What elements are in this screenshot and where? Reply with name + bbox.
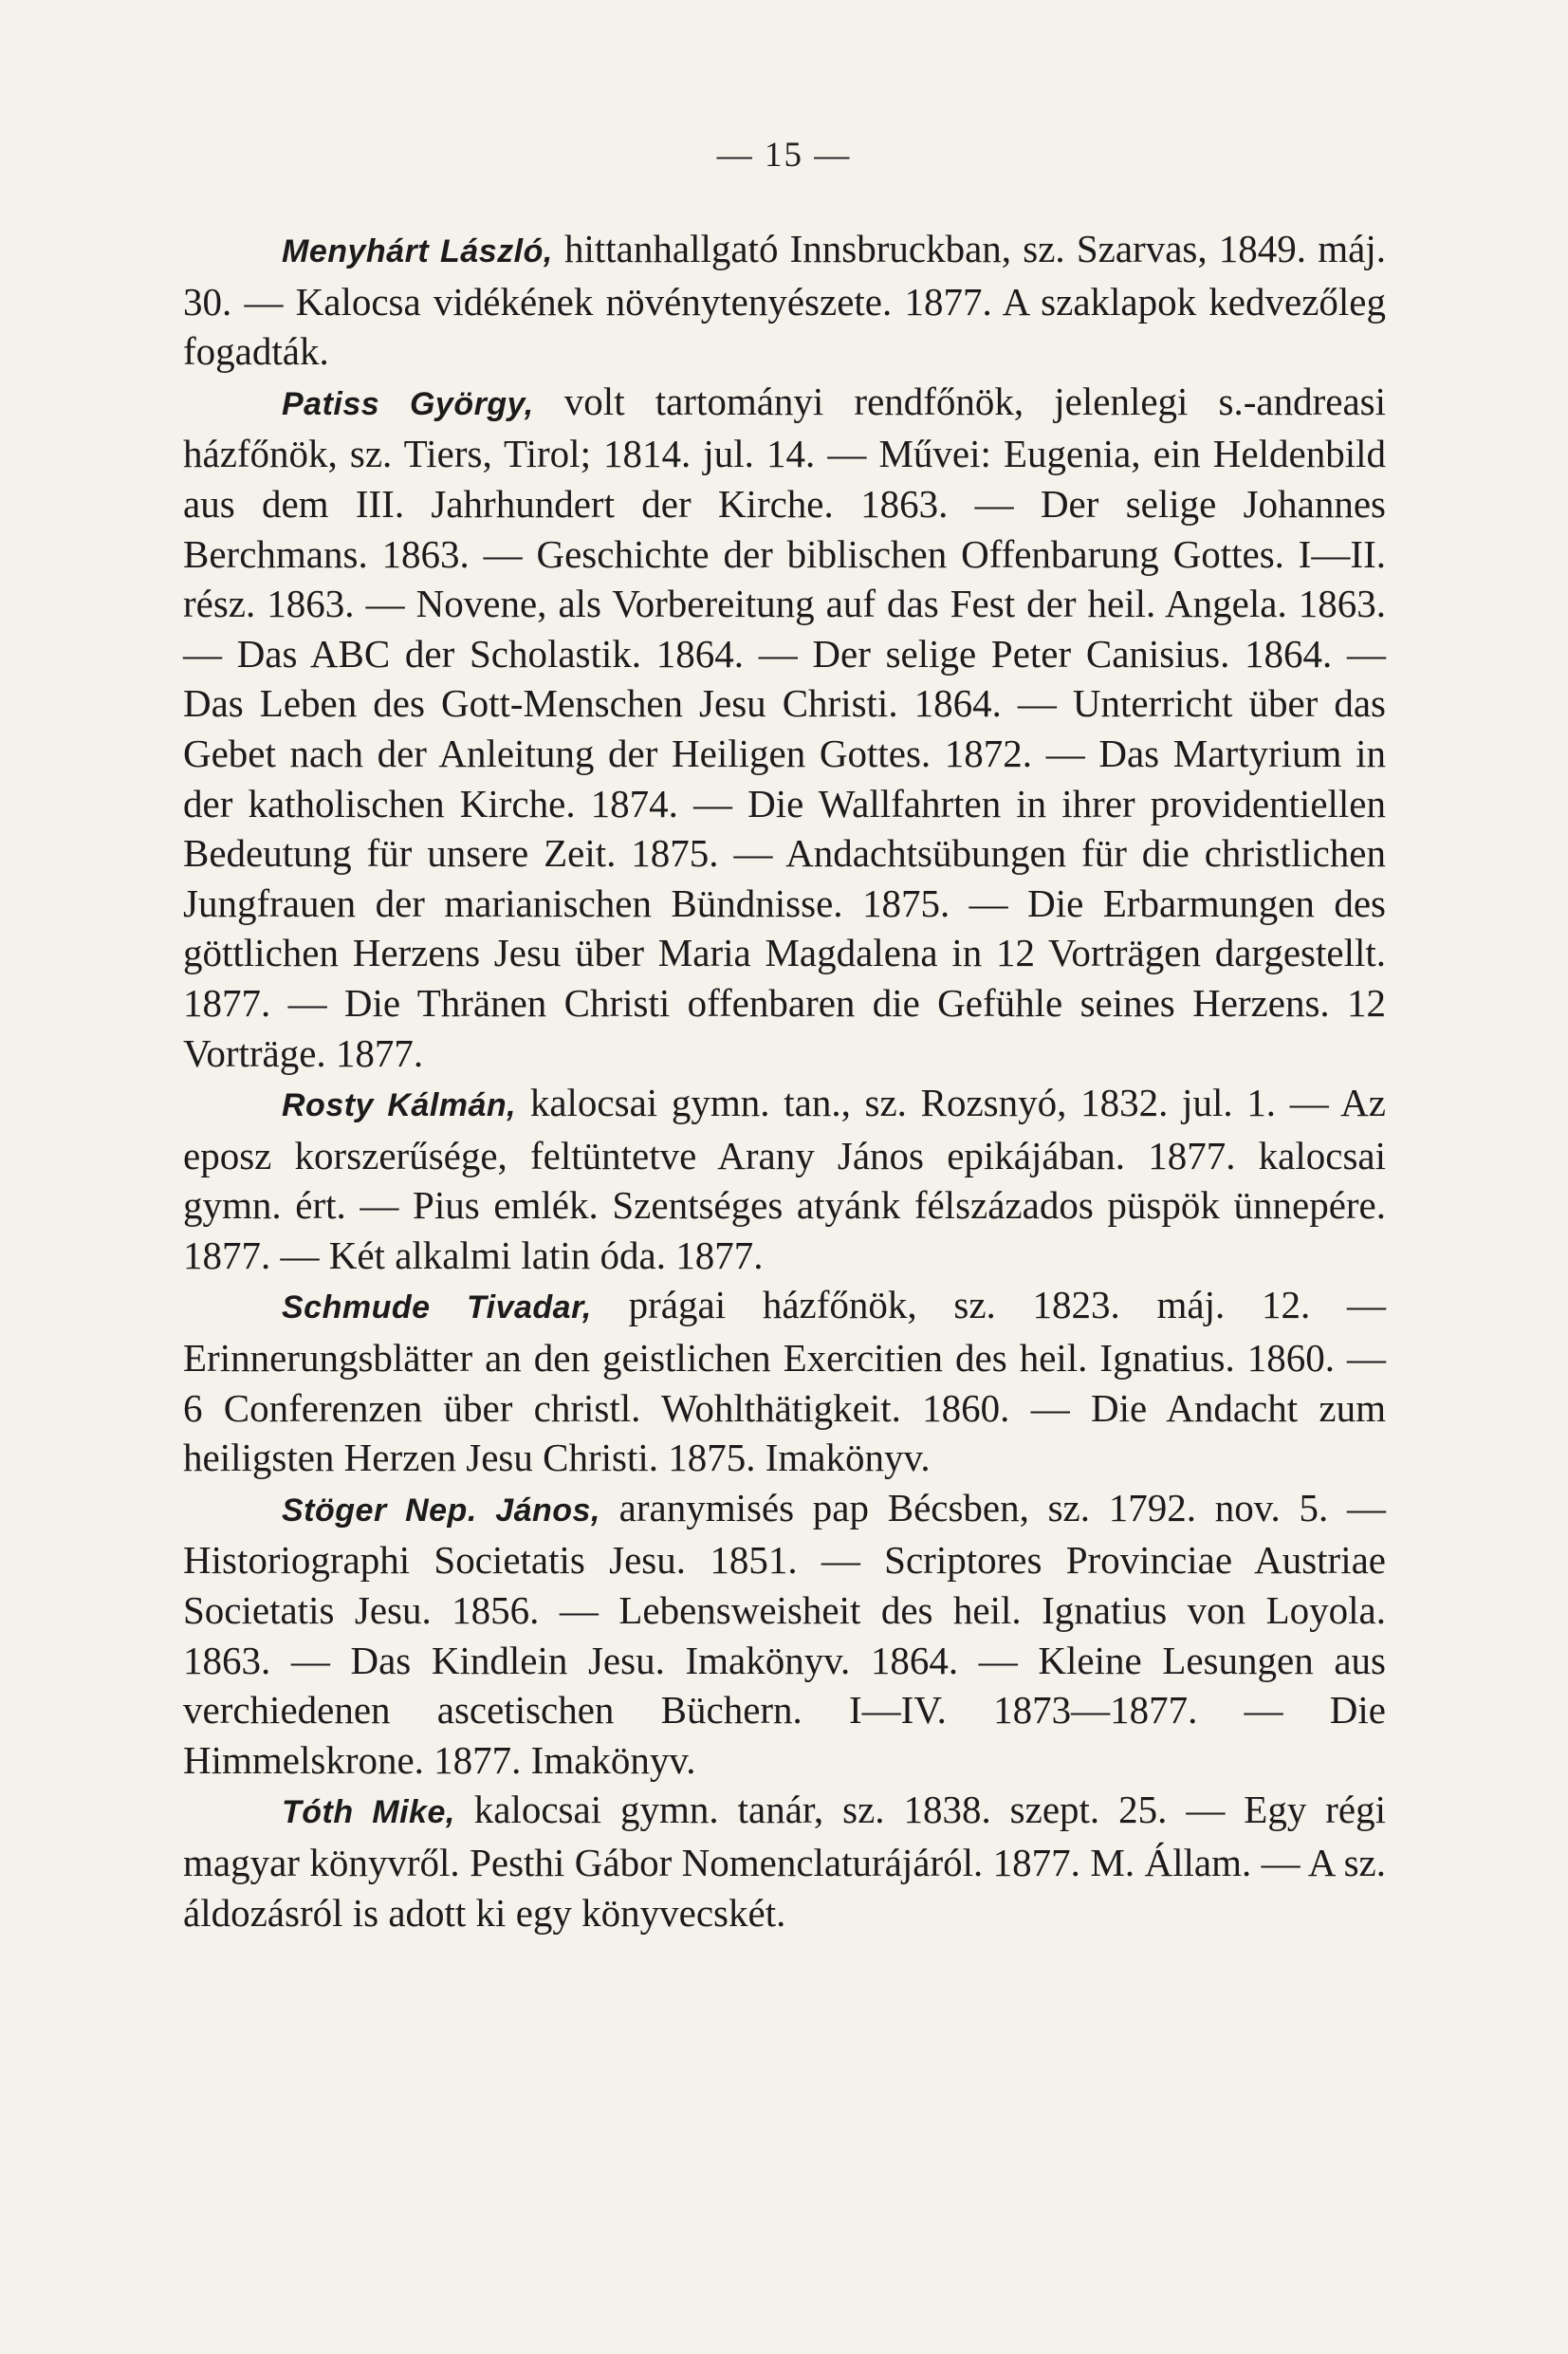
biographical-entries bbox=[183, 224, 1386, 1937]
entry-stoger bbox=[183, 1483, 1386, 1786]
entry-name: Menyhárt László, bbox=[282, 233, 553, 269]
entry-text: hittanhallgató Innsbruckban, sz. Szarvas, 1849. máj. 30. — Kalocsa vidékének növénytenyészete. 1877. A szaklapok kedvezőleg fogadták. bbox=[183, 227, 1386, 374]
entry-name: Patiss György, bbox=[282, 385, 534, 422]
entry-name: Tóth Mike, bbox=[282, 1794, 455, 1831]
entry-toth bbox=[183, 1785, 1386, 1937]
page-number: — 15 — bbox=[716, 136, 852, 175]
entry-menyhart bbox=[183, 224, 1386, 377]
entry-text: aranymisés pap Bécsben, sz. 1792. nov. 5. — Historiographi Societatis Jesu. 1851. — Scriptores Provinciae Austriae Societatis Jesu. 1856. — Lebensweisheit des heil. Ignatius von Loyola. 1863. — Das Kindlein Jesu. Imakönyv. 1864. — Kleine Lesungen aus verchiedenen ascetischen Büchern. I—IV. 1873—1877. — Die Himmelskrone. 1877. Imakönyv. bbox=[183, 1485, 1386, 1782]
entry-schmude bbox=[183, 1280, 1386, 1482]
entry-name: Stöger Nep. János, bbox=[282, 1492, 600, 1529]
entry-patiss bbox=[183, 377, 1386, 1078]
entry-text: kalocsai gymn. tanár, sz. 1838. szept. 25. — Egy régi magyar könyvről. Pesthi Gábor Nomenclaturájáról. 1877. M. Állam. — A sz. áldozásról is adott ki egy könyvecskét. bbox=[183, 1788, 1387, 1935]
entry-name: Schmude Tivadar, bbox=[282, 1289, 592, 1326]
entry-text: prágai házfőnök, sz. 1823. máj. 12. — Erinnerungsblätter an den geistlichen Exercitien des heil. Ignatius. 1860. — 6 Conferenzen über christl. Wohlthätigkeit. 1860. — Die Andacht zum heiligsten Herzen Jesu Christi. 1875. Imakönyv. bbox=[183, 1283, 1386, 1480]
entry-rosty bbox=[183, 1078, 1386, 1280]
entry-text: kalocsai gymn. tan., sz. Rozsnyó, 1832. jul. 1. — Az eposz korszerűsége, feltüntetve Arany János epikájában. 1877. kalocsai gymn. ért. — Pius emlék. Szentséges atyánk félszázados püspök ünnepére. 1877. — Két alkalmi latin óda. 1877. bbox=[183, 1081, 1386, 1277]
entry-name: Rosty Kálmán, bbox=[282, 1087, 517, 1124]
entry-text: volt tartományi rendfőnök, jelenlegi s.-andreasi házfőnök, sz. Tiers, Tirol; 1814. jul. 14. — Művei: Eugenia, ein Heldenbild aus dem III. Jahrhundert der Kirche. 1863. — Der selige Johannes Berchmans. 1863. — Geschichte der biblischen Offenbarung Gottes. I—II. rész. 1863. — Novene, als Vorbereitung auf das Fest der heil. Angela. 1863. — Das ABC der Scholastik. 1864. — Der selige Peter Canisius. 1864. — Das Leben des Gott-Menschen Jesu Christi. 1864. — Unterricht über das Gebet nach der Anleitung der Heiligen Gottes. 1872. — Das Martyrium in der katholischen Kirche. 1874. — Die Wallfahrten in ihrer providentiellen Bedeutung für unsere Zeit. 1875. — Andachtsübungen für die christlichen Jungfrauen der marianischen Bündnisse. 1875. — Die Erbarmungen des göttlichen Herzens Jesu über Maria Magdalena in 12 Vorträgen dargestellt. 1877. — Die Thränen Christi offenbaren die Gefühle seines Herzens. 12 Vorträge. 1877. bbox=[183, 379, 1386, 1075]
